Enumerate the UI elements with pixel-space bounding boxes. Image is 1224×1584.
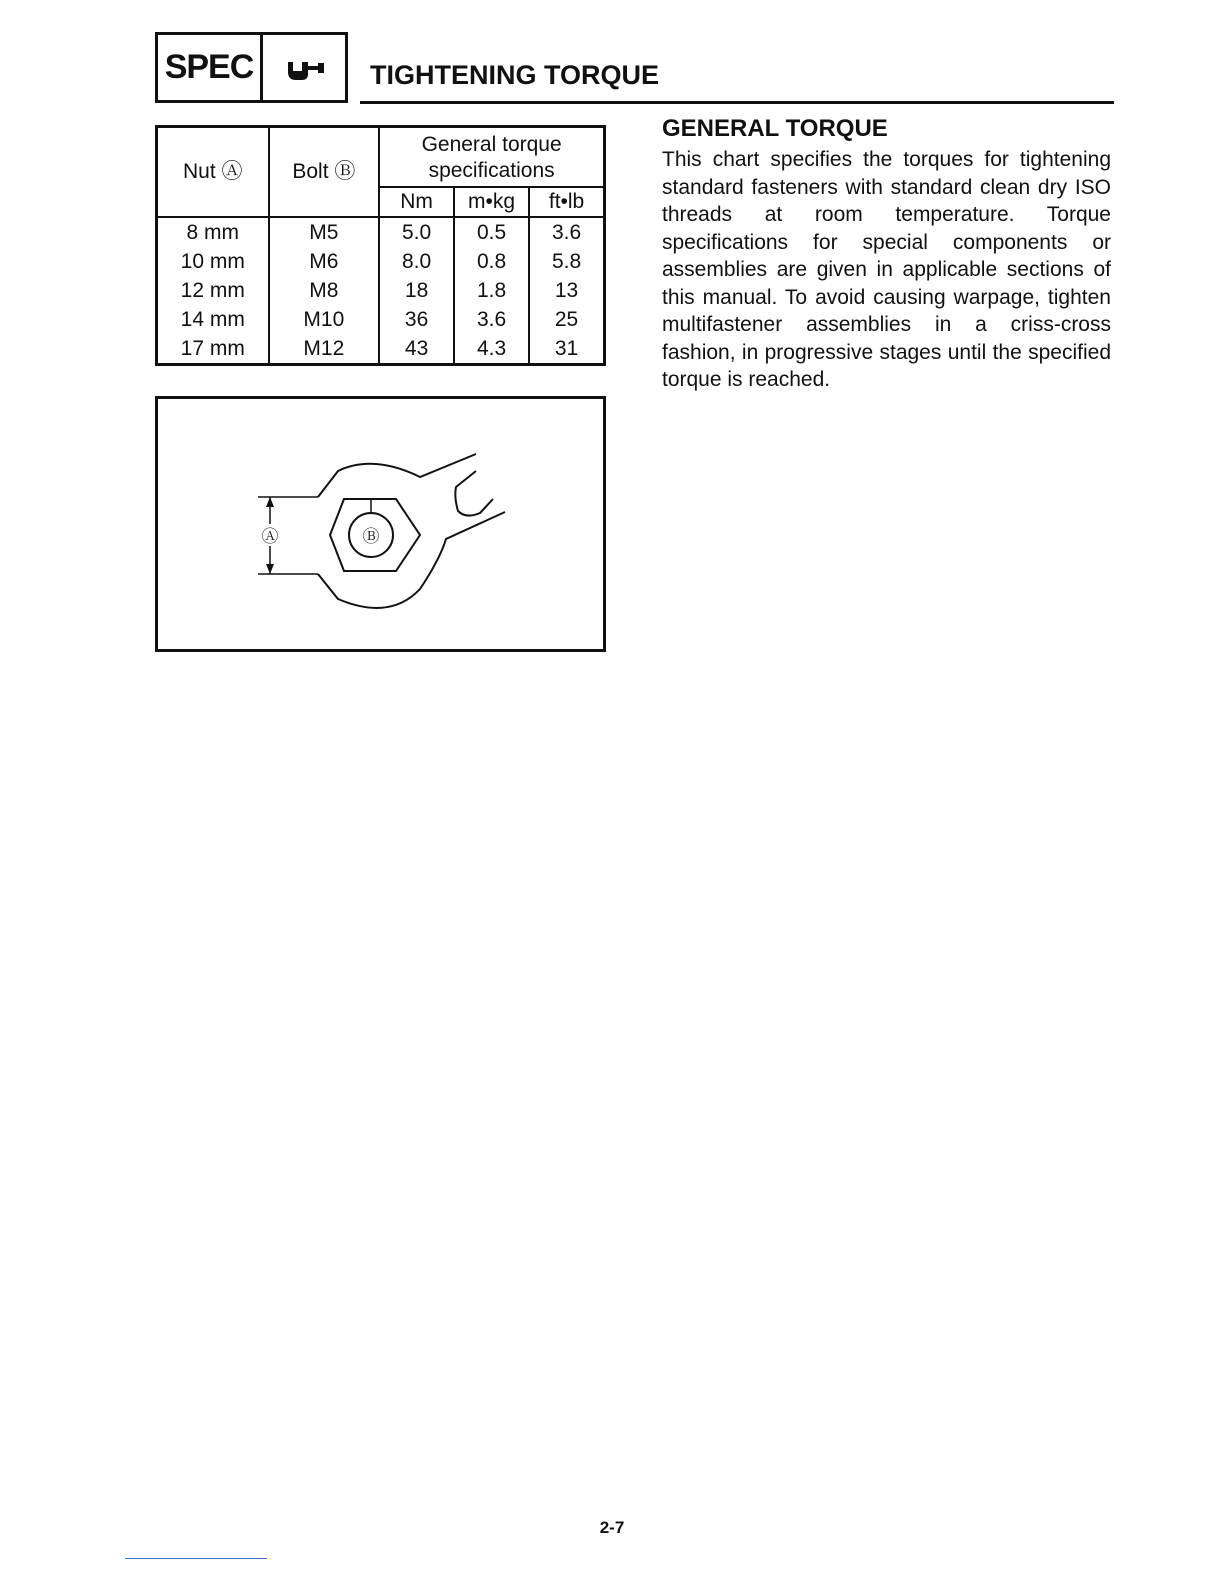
- section-heading: GENERAL TORQUE: [662, 115, 888, 142]
- table-row: [157, 276, 605, 305]
- mkg-cell: 0.5: [454, 217, 529, 247]
- table-row: [157, 334, 605, 365]
- spec-header-line1: General torque: [421, 133, 562, 156]
- nut-header: Nut Ⓐ: [157, 127, 269, 218]
- bolt-cell: M6: [269, 247, 380, 276]
- torque-wrench-icon: [263, 35, 345, 100]
- bottom-edge-line: [125, 1558, 267, 1559]
- nm-cell: 36: [379, 305, 454, 334]
- unit-nm-header: Nm: [379, 187, 454, 217]
- page-number: 2-7: [599, 1518, 625, 1537]
- bolt-header: Bolt Ⓑ: [269, 127, 380, 218]
- wrench-diagram: [158, 399, 603, 649]
- ftlb-cell: 13: [529, 276, 604, 305]
- arrow-down-icon: [266, 564, 274, 574]
- wrench-figure: [155, 396, 606, 652]
- table-row: [157, 247, 605, 276]
- bolt-cell: M8: [269, 276, 380, 305]
- nm-cell: 8.0: [379, 247, 454, 276]
- nm-cell: 5.0: [379, 217, 454, 247]
- unit-ftlb-header: ft•lb: [529, 187, 604, 217]
- label-a: Ⓐ: [261, 527, 279, 547]
- wrench-handle-inner: [455, 471, 493, 516]
- mkg-cell: 0.8: [454, 247, 529, 276]
- mkg-cell: 1.8: [454, 276, 529, 305]
- bolt-cell: M10: [269, 305, 380, 334]
- arrow-up-icon: [266, 497, 274, 507]
- bolt-cell: M12: [269, 334, 380, 365]
- nut-cell: 8 mm: [186, 220, 239, 244]
- label-b: Ⓑ: [362, 527, 380, 547]
- title-rule: [360, 101, 1114, 104]
- page-title: TIGHTENING TORQUE: [370, 60, 660, 90]
- ftlb-cell: 25: [529, 305, 604, 334]
- table-row: [157, 305, 605, 334]
- bolt-cell: M5: [269, 217, 380, 247]
- spec-badge: [155, 32, 348, 103]
- unit-mkg-header: m•kg: [454, 187, 529, 217]
- torque-table: [155, 125, 606, 366]
- ftlb-cell: 5.8: [529, 247, 604, 276]
- nut-cell: 12 mm: [180, 278, 245, 302]
- ftlb-cell: 31: [529, 334, 604, 365]
- mkg-cell: 3.6: [454, 305, 529, 334]
- nut-cell: 14 mm: [180, 307, 245, 331]
- nm-cell: 43: [379, 334, 454, 365]
- nm-cell: 18: [379, 276, 454, 305]
- spec-header: [379, 127, 604, 188]
- ftlb-cell: 3.6: [529, 217, 604, 247]
- spec-badge-label: SPEC: [158, 35, 263, 100]
- mkg-cell: 4.3: [454, 334, 529, 365]
- spec-header-line2: specifications: [428, 159, 555, 182]
- nut-cell: 17 mm: [180, 336, 245, 360]
- nut-cell: 10 mm: [180, 249, 245, 273]
- table-row: [157, 217, 605, 247]
- section-body: This chart specifies the torques for tightening standard fasteners with standard clean dry ISO threads at room temperature. Torque specifications for special components or assemblies are given in applicable sections of this manual. To avoid causing warpage, tighten multifastener assemblies in a criss-cross fashion, in progressive stages until the specified torque is reached.: [662, 148, 1111, 391]
